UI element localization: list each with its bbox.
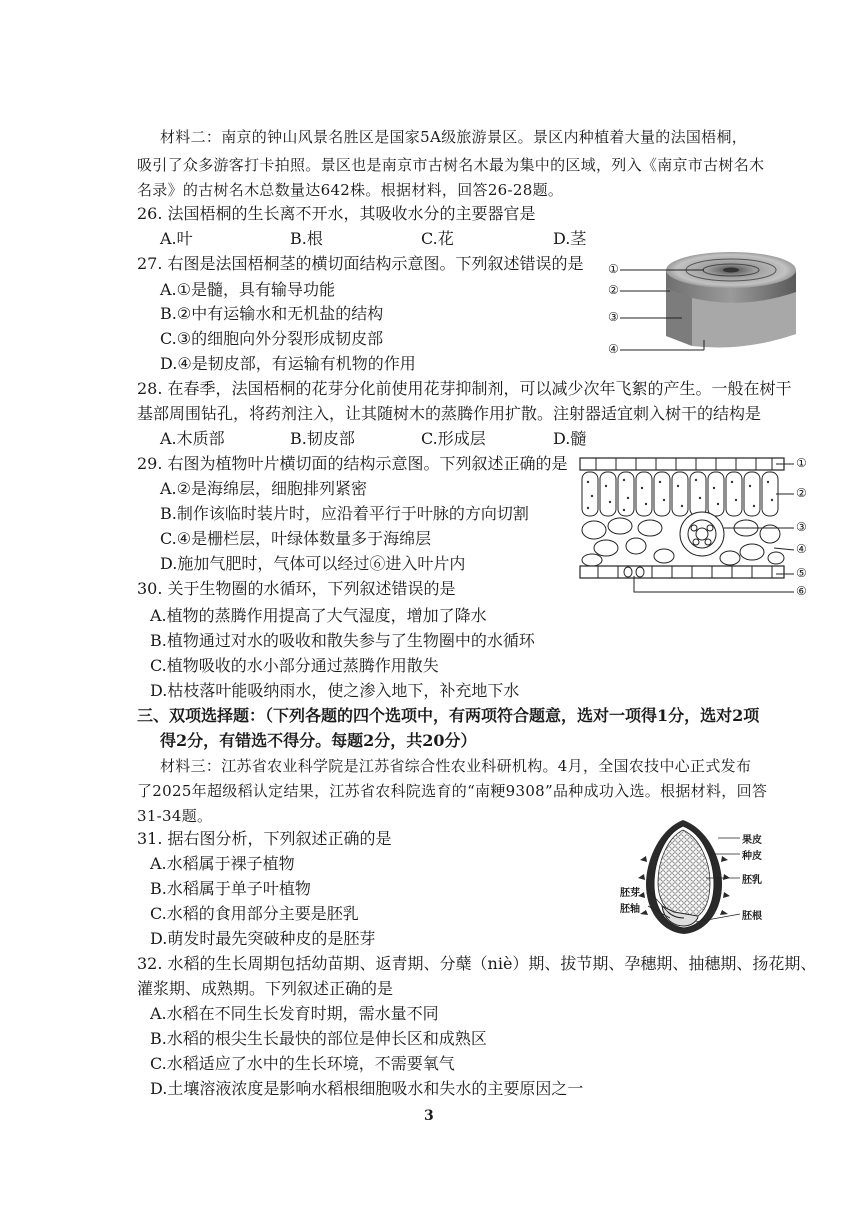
q30-option-d: D.枯枝落叶能吸纳雨水，使之渗入地下，补充地下水 [150,681,520,700]
q30-option-c: C.植物吸收的水小部分通过蒸腾作用散失 [150,656,439,675]
q29-option-a: A.②是海绵层，细胞排列紧密 [160,479,367,498]
q29-option-d: D.施加气肥时，气体可以经过⑥进入叶片内 [160,554,466,573]
leaf-label-1: ① [796,456,807,470]
material3-line-1: 材料三：江苏省农业科学院是江苏省综合性农业科研机构。4月，全国农技中心正式发布 [160,757,752,775]
rice-label-radicle: 胚根 [742,911,762,922]
leaf-label-4: ④ [796,542,807,556]
rice-label-seed-coat: 种皮 [742,851,762,862]
q30-option-b: B.植物通过对水的吸收和散失参与了生物圈中的水循环 [150,631,535,650]
q27-option-d: D.④是韧皮部，有运输有机物的作用 [160,354,416,373]
q29-option-b: B.制作该临时装片时，应沿着平行于叶脉的方向切割 [160,504,529,523]
q32-stem-line-2: 灌浆期、成熟期。下列叙述正确的是 [137,979,394,998]
q28-stem-line-1: 28. 在春季，法国梧桐的花芽分化前使用花芽抑制剂，可以减少次年飞絮的产生。一般在树干 [137,379,792,398]
q28-option-c: C.形成层 [421,429,486,448]
q31-option-b: B.水稻属于单子叶植物 [150,879,311,898]
q26-option-c: C.花 [421,229,454,248]
stem-cross-section-figure [604,248,800,362]
q30-option-a: A.植物的蒸腾作用提高了大气湿度，增加了降水 [150,606,487,625]
material2-line-3: 名录》的古树名木总数量达642株。根据材料，回答26-28题。 [137,181,564,199]
q28-stem-line-2: 基部周围钻孔，将药剂注入，让其随树木的蒸腾作用扩散。注射器适宜刺入树干的结构是 [137,404,762,423]
q28-option-b: B.韧皮部 [290,429,355,448]
q32-option-d: D.土壤溶液浓度是影响水稻根细胞吸水和失水的主要原因之一 [150,1079,584,1098]
stem-label-1: ① [608,262,619,276]
q29-option-c: C.④是栅栏层，叶绿体数量多于海绵层 [160,529,432,548]
q28-option-a: A.木质部 [160,429,225,448]
section3-heading-line-2: 得2分，有错选不得分。每题2分，共20分） [160,731,477,750]
q32-stem-line-1: 32. 水稻的生长周期包括幼苗期、返青期、分蘖（niè）期、拔节期、孕穗期、抽穗期、扬花期、 [137,954,817,973]
q32-option-a: A.水稻在不同生长发育时期，需水量不同 [150,1004,439,1023]
q26-stem: 26. 法国梧桐的生长离不开水，其吸收水分的主要器官是 [137,204,536,223]
rice-label-pericarp: 果皮 [742,835,762,846]
material3-line-2: 了2025年超级稻认定结果，江苏省农科院选育的“南粳9308”品种成功入选。根据材料，回答 [137,782,768,800]
q27-stem: 27. 右图是法国梧桐茎的横切面结构示意图。下列叙述错误的是 [137,254,584,273]
q26-option-a: A.叶 [160,229,193,248]
stem-label-3: ③ [608,310,619,324]
stem-label-4: ④ [608,342,619,356]
leaf-label-5: ⑤ [796,566,807,580]
q26-option-b: B.根 [290,229,323,248]
rice-label-plumule: 胚芽 [620,888,640,899]
leaf-label-6: ⑥ [796,584,807,598]
material2-line-1: 材料二：南京的钟山风景名胜区是国家5A级旅游景区。景区内种植着大量的法国梧桐， [160,128,748,146]
q28-option-d: D.髓 [553,429,587,448]
rice-grain-figure [618,816,788,936]
q31-stem: 31. 据右图分析，下列叙述正确的是 [137,829,392,848]
rice-label-hypocotyl: 胚轴 [620,904,640,915]
rice-label-endosperm: 胚乳 [742,875,762,886]
q26-option-d: D.茎 [553,229,587,248]
leaf-label-3: ③ [796,520,807,534]
q31-option-d: D.萌发时最先突破种皮的是胚芽 [150,929,376,948]
material2-line-2: 吸引了众多游客打卡拍照。景区也是南京市古树名木最为集中的区域，列入《南京市古树名木 [137,156,765,174]
q31-option-c: C.水稻的食用部分主要是胚乳 [150,904,359,923]
stem-label-2: ② [608,283,619,297]
q27-option-a: A.①是髓，具有输导功能 [160,280,335,299]
q32-option-c: C.水稻适应了水中的生长环境，不需要氧气 [150,1054,455,1073]
q30-stem: 30. 关于生物圈的水循环，下列叙述错误的是 [137,579,456,598]
section3-heading-line-1: 三、双项选择题：（下列各题的四个选项中，有两项符合题意，选对一项得1分，选对2项 [137,706,760,725]
leaf-cross-section-figure [576,452,812,608]
material3-line-3: 31-34题。 [137,807,213,825]
q27-option-c: C.③的细胞向外分裂形成韧皮部 [160,329,384,348]
q29-stem: 29. 右图为植物叶片横切面的结构示意图。下列叙述正确的是 [137,454,568,473]
leaf-label-2: ② [796,486,807,500]
q27-option-b: B.②中有运输水和无机盐的结构 [160,304,384,323]
page-number: 3 [424,1108,434,1124]
q32-option-b: B.水稻的根尖生长最快的部位是伸长区和成熟区 [150,1029,487,1048]
q31-option-a: A.水稻属于裸子植物 [150,854,295,873]
